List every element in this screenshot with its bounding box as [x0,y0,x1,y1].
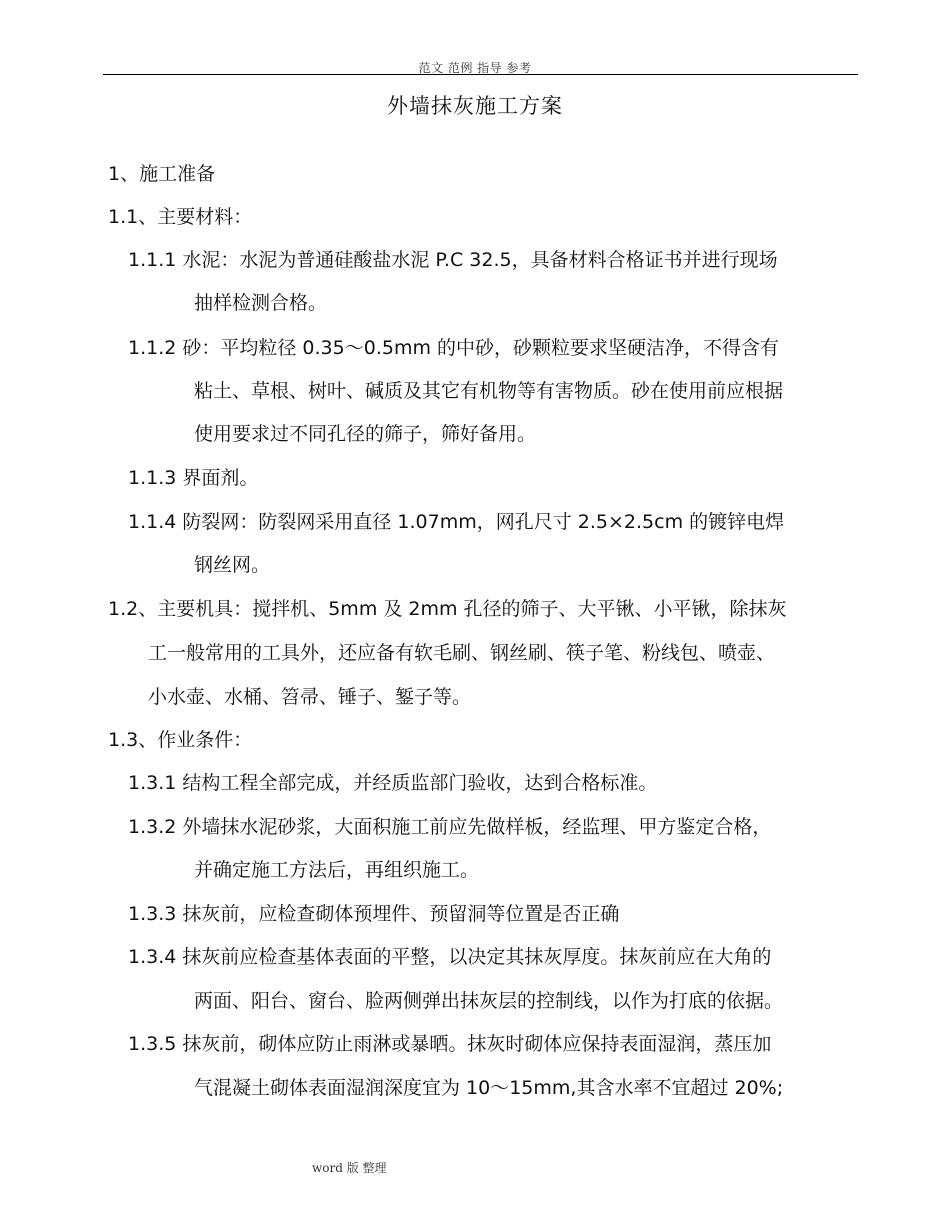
paragraph-1-3-2: 1.3.2 外墙抹水泥砂浆，大面积施工前应先做样板，经监理、甲方鉴定合格， [128,816,772,838]
paragraph-1-3-5: 1.3.5 抹灰前，砌体应防止雨淋或暴晒。抹灰时砌体应保持表面湿润，蒸压加 [128,1033,772,1055]
page-footer: word 版 整理 [312,1161,387,1175]
paragraph-1-1-2: 1.1.2 砂：平均粒径 0.35～0.5mm 的中砂，砂颗粒要求坚硬洁净，不得含有 [128,337,780,359]
paragraph-1-1-1: 1.1.1 水泥：水泥为普通硅酸盐水泥 P.C 32.5，具备材料合格证书并进行现场 [128,249,778,271]
paragraph-1-3-4-cont: 两面、阳台、窗台、脸两侧弹出抹灰层的控制线，以作为打底的依据。 [194,990,784,1012]
paragraph-1-2: 1.2、主要机具：搅拌机、5mm 及 2mm 孔径的筛子、大平锹、小平锹，除抹灰 [108,598,787,620]
paragraph-1-3-2-cont: 并确定施工方法后，再组织施工。 [194,859,480,881]
header-text: 范文 范例 指导 参考 [418,61,532,75]
paragraph-1-1-3: 1.1.3 界面剂。 [128,467,259,489]
paragraph-1-2-cont: 工一般常用的工具外，还应备有软毛刷、钢丝刷、筷子笔、粉线包、喷壶、 [148,642,776,664]
paragraph-1-1-1-cont: 抽样检测合格。 [194,292,328,314]
header-rule [103,74,858,75]
paragraph-1-1-2-cont: 使用要求过不同孔径的筛子，筛好备用。 [194,423,537,445]
section-heading-1-3: 1.3、作业条件： [108,729,253,751]
paragraph-1-1-2-cont: 粘土、草根、树叶、碱质及其它有机物等有害物质。砂在使用前应根据 [194,380,784,402]
document-title: 外墙抹灰施工方案 [387,94,563,118]
paragraph-1-3-3: 1.3.3 抹灰前，应检查砌体预埋件、预留洞等位置是否正确 [128,903,620,925]
section-heading-1: 1、施工准备 [108,163,216,185]
paragraph-1-3-5-cont: 气混凝土砌体表面湿润深度宜为 10～15mm,其含水率不宜超过 20%; [194,1077,784,1099]
paragraph-1-3-4: 1.3.4 抹灰前应检查基体表面的平整，以决定其抹灰厚度。抹灰前应在大角的 [128,946,772,968]
section-heading-1-1: 1.1、主要材料： [108,206,253,228]
paragraph-1-3-1: 1.3.1 结构工程全部完成，并经质监部门验收，达到合格标准。 [128,772,658,794]
paragraph-1-1-4: 1.1.4 防裂网：防裂网采用直径 1.07mm，网孔尺寸 2.5×2.5cm 的镀锌电焊 [128,511,785,533]
paragraph-1-2-cont: 小水壶、水桶、笤帚、锤子、錾子等。 [148,686,472,708]
paragraph-1-1-4-cont: 钢丝网。 [194,554,271,576]
